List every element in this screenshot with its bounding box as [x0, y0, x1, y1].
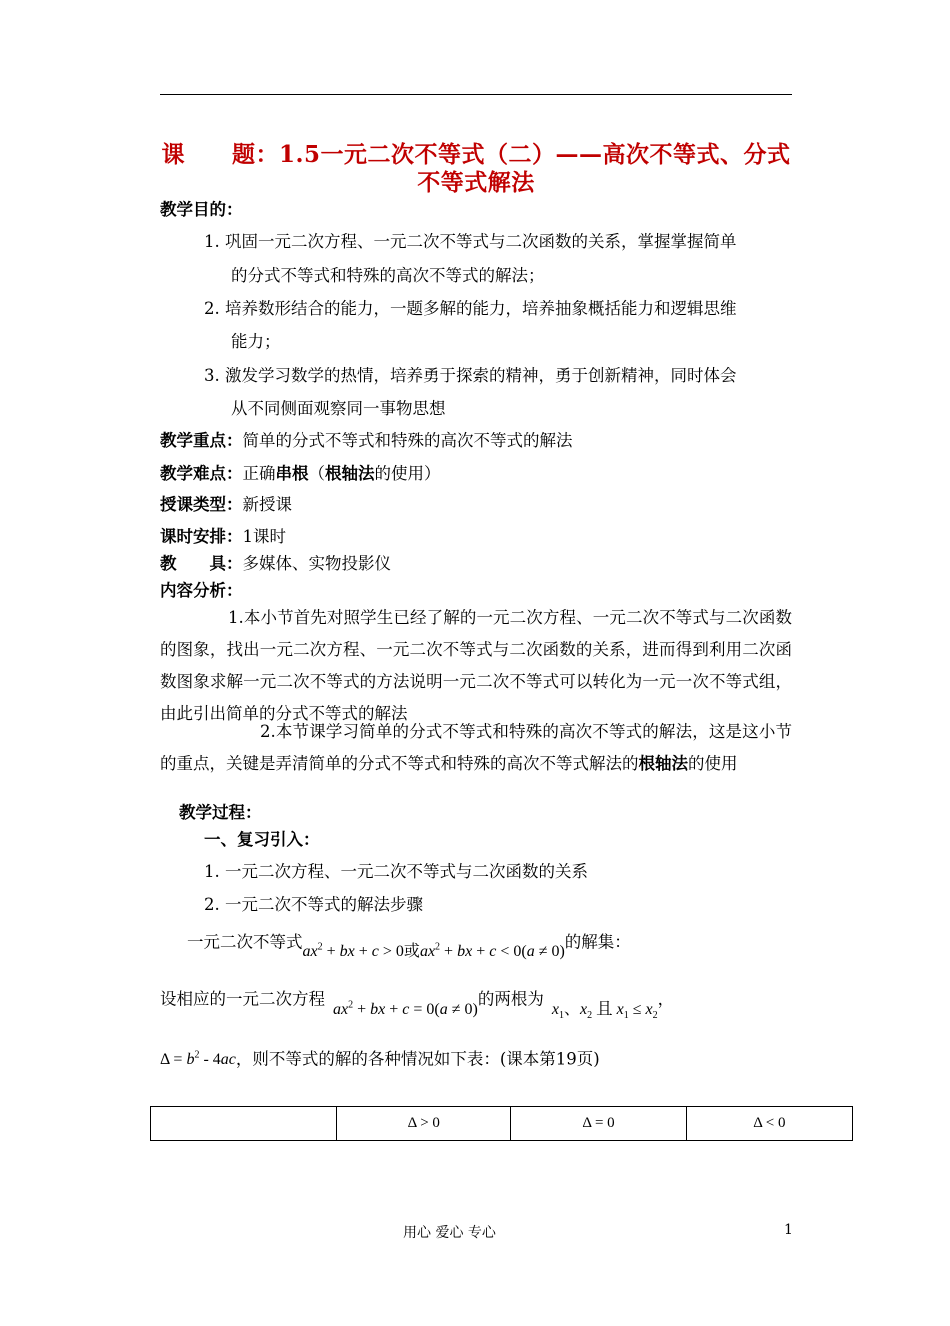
delta-line: [160, 1045, 600, 1071]
section-1-heading: 一、复习引入：: [204, 830, 320, 849]
difficulty: [160, 463, 441, 485]
roots-order-formula: $x_1 \le x_2$: [616, 1001, 658, 1022]
title-line-2: 不等式解法: [417, 169, 535, 196]
difficulty-bold-a: 串根: [275, 464, 309, 483]
inequality-formula: $ax^2$ + bx + c > 0或$ax^2$ + bx + c < 0(a ≠ 0): [302, 942, 565, 961]
key-points-text: 简单的分式不等式和特殊的高次不等式的解法: [242, 431, 573, 450]
schedule-text: 1课时: [242, 527, 286, 546]
roots-formula: $x_1$、$x_2$: [551, 1001, 593, 1022]
difficulty-bold-b: 根轴法: [325, 464, 375, 483]
key-points: [160, 430, 573, 452]
analysis-p2-bold: 根轴法: [638, 754, 688, 773]
eq-middle: 的两根为: [477, 989, 544, 1009]
analysis-heading: 内容分析：: [160, 581, 243, 600]
process-heading: 教学过程：: [179, 803, 262, 822]
ineq-prefix: 一元二次不等式: [187, 932, 303, 952]
header-rule: [160, 94, 792, 95]
solution-table: [150, 1106, 853, 1141]
objective-2-line-1: 2. 培养数形结合的能力，一题多解的能力，培养抽象概括能力和逻辑思维: [204, 299, 737, 318]
difficulty-label: 教学难点：: [160, 464, 243, 483]
objective-2-line-2: 能力；: [231, 332, 281, 351]
difficulty-text-b: （: [308, 464, 325, 483]
review-item-1: 1. 一元二次方程、一元二次不等式与二次函数的关系: [204, 862, 588, 881]
key-points-label: 教学重点：: [160, 431, 243, 450]
tools-label: 教 具：: [160, 554, 243, 573]
schedule-label: 课时安排：: [160, 527, 243, 546]
ineq-suffix: 的解集：: [564, 932, 631, 952]
difficulty-text-a: 正确: [242, 464, 276, 483]
objective-1-line-1: 1. 巩固一元二次方程、一元二次不等式与二次函数的关系，掌握掌握简单: [204, 232, 737, 251]
page-number: 1: [784, 1222, 793, 1238]
schedule: [160, 526, 286, 548]
lesson-type: [160, 494, 292, 516]
table-header-cell: [151, 1107, 337, 1141]
ineq-or: 或: [403, 943, 420, 961]
tools: [160, 553, 391, 575]
analysis-paragraph-1: 1.本小节首先对照学生已经了解的一元二次方程、一元二次不等式与二次函数的图象，找出一元二次方程、一元二次不等式与二次函数的关系，进而得到利用二次函数图象求解一元二次不等式的方法说明一元二次不等式可以转化为一元一次不等式组，由此引出简单的分式不等式的解法: [160, 608, 792, 723]
equation-line: 设相应的一元二次方程$ax^2$ + bx + c = 0(a ≠ 0)的两根为$x_1$、$x_2$ 且 $x_1 \le x_2$，: [160, 989, 675, 1022]
equation-formula: $ax^2$ + bx + c = 0(a ≠ 0): [333, 1000, 478, 1019]
eq-prefix: 设相应的一元二次方程: [160, 989, 325, 1009]
objective-3-line-2: 从不同侧面观察同一事物思想: [231, 399, 446, 418]
objective-1-line-2: 的分式不等式和特殊的高次不等式的解法；: [231, 266, 545, 285]
lesson-type-text: 新授课: [242, 495, 292, 514]
analysis-p2-text: 2.本节课学习简单的分式不等式和特殊的高次不等式的解法，这是这小节的重点，关键是弄清简单的分式不等式和特殊的高次不等式解法的: [160, 722, 792, 773]
table-header-cell: Δ = 0: [511, 1107, 686, 1141]
review-item-2: 2. 一元二次不等式的解法步骤: [204, 895, 423, 914]
analysis-paragraph-2: [160, 716, 792, 780]
analysis-p2-tail: 的使用: [688, 754, 738, 773]
table-header-cell: Δ < 0: [686, 1107, 852, 1141]
difficulty-text-c: 的使用）: [374, 464, 441, 483]
delta-formula: $\Delta = b^2 - 4ac$: [160, 1050, 236, 1069]
table-row: [151, 1107, 853, 1141]
title-line-1: 课 题：1.5一元二次不等式（二）——高次不等式、分式: [161, 141, 791, 168]
objectives-heading: 教学目的：: [160, 200, 243, 219]
inequality-line: [187, 928, 631, 961]
table-header-cell: Δ > 0: [337, 1107, 511, 1141]
objective-3-line-1: 3. 激发学习数学的热情，培养勇于探索的精神，勇于创新精神，同时体会: [204, 366, 737, 385]
lesson-type-label: 授课类型：: [160, 495, 243, 514]
tools-text: 多媒体、实物投影仪: [242, 554, 391, 573]
footer-center: 用心 爱心 专心: [403, 1225, 496, 1241]
delta-suffix: ，则不等式的解的各种情况如下表：(课本第19页): [235, 1049, 600, 1069]
eq-and: 且: [596, 999, 613, 1019]
